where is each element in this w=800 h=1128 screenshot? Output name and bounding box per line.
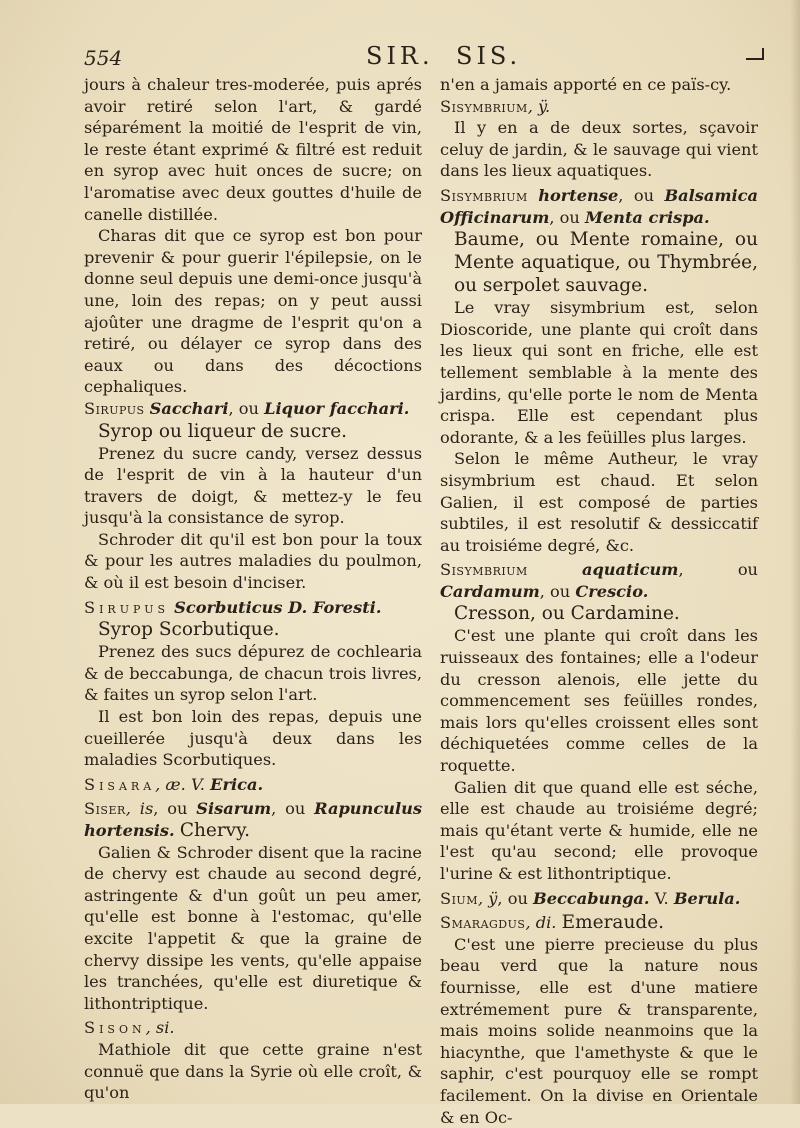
entry-siser (84, 798, 422, 1014)
entry-sirupus-sacchari (84, 398, 422, 594)
paragraph: C'est une pierre precieuse du plus beau verd que la nature nous fournisse, elle est d'une matiere extrémement pure & transparente, mais moins solide neanmoins que la hiacynthe, que l'amethyste & que le saphir, c'est pourquoy elle se rompt facilement. On la divise en Orientale & en Oc- (440, 934, 758, 1127)
headword: Sisymbrium (440, 185, 528, 205)
latin-name: Erica. (210, 774, 264, 794)
latin-name: Cardamum (440, 581, 540, 601)
paragraph: n'en a jamais apporté en ce païs-cy. (440, 75, 732, 94)
running-head-right: SIS. (456, 42, 522, 70)
separator: , ou (228, 398, 259, 418)
paragraph: Mathiole dit que cette graine n'est connuë que dans la Syrie où elle croît, & qu'on (84, 1039, 422, 1103)
latin-name: Rapunculus hortensis. (84, 799, 422, 840)
paragraph: Charas dit que ce syrop est bon pour prevenir & pour guerir l'épilepsie, on le donne seul depuis une demi-once jusqu'à une, loin des repas; on y peut aussi ajoûter une dragme de l'esprit qu'on a retiré, ou délayer ce syrop dans des eaux ou dans des décoctions cephaliques. (84, 226, 422, 397)
french-name: Baume, ou Mente romaine, ou Mente aquatique, ou Thymbrée, ou serpolet sauvage. (454, 229, 758, 297)
paragraph: jours à chaleur tres-moderée, puis aprés avoir retiré selon l'art, & gardé séparément la moitié de l'esprit de vin, le reste étant exprimé & filtré est reduit en syrop avec huit onces de sucre; on l'aromatise avec deux gouttes d'huile de canelle distillée. (84, 75, 422, 224)
cross-reference: V. (649, 888, 669, 908)
page-header (84, 40, 764, 74)
entry-sirupus-scorbuticus (84, 597, 422, 771)
paragraph: Prenez du sucre candy, versez dessus de l'esprit de vin à la hauteur d'un travers de doigt, & mettez-y le feu jusqu'à la consistance de syrop. (84, 443, 422, 528)
headword: Siser (84, 799, 126, 819)
entry-heading (84, 1017, 422, 1039)
grammar-note: , ÿ. (527, 96, 551, 116)
paragraph: Prenez des sucs dépurez de cochlearia & de beccabunga, de chacun trois livres, & faites un syrop selon l'art. (84, 642, 422, 705)
entry-sisymbrium-hortense (440, 185, 758, 556)
separator: , ou (271, 799, 306, 819)
grammar-note: , ÿ (477, 888, 498, 908)
entry-heading (84, 398, 422, 420)
separator: , ou (549, 207, 580, 227)
headword: Sirupus (84, 398, 145, 418)
headword: Sisymbrium (440, 560, 528, 580)
page-number: 554 (84, 46, 123, 70)
entry-sium (440, 888, 758, 910)
latin-name: Crescio. (575, 581, 649, 601)
paragraph: Il y en a de deux sortes, sçavoir celuy de jardin, & le sauvage qui vient dans les lieux aquatiques. (440, 118, 758, 181)
cross-reference: , æ. V. (155, 774, 205, 794)
separator: , ou (497, 888, 528, 908)
grammar-note: , di. (525, 913, 557, 933)
latin-name: hortense (538, 185, 619, 205)
paragraph: Selon le même Autheur, le vray sisymbrium est chaud. Et selon Galien, il est composé de parties subtiles, il est resolutif & dessiccatif au troisiéme degré, &c. (440, 449, 758, 555)
entry-heading (440, 559, 758, 602)
entry-sisara (84, 774, 422, 796)
entry-heading (84, 798, 422, 841)
latin-name: Beccabunga. (533, 888, 650, 908)
headword: Sirupus (84, 597, 170, 617)
entry-heading (440, 185, 758, 228)
french-name: Syrop Scorbutique. (98, 619, 280, 641)
entry-sisymbrium-aquaticum (440, 559, 758, 884)
entry-heading (440, 912, 758, 934)
headword: Smaragdus (440, 913, 526, 933)
right-column (440, 74, 758, 1128)
latin-name: Menta crispa. (584, 207, 710, 227)
entry-heading (84, 597, 422, 619)
entry-smaragdus (440, 912, 758, 1128)
latin-name: Balsamica Officinarum (440, 185, 758, 227)
french-name: Syrop ou liqueur de sucre. (98, 420, 348, 442)
latin-name: aquaticum (581, 560, 679, 580)
paragraph: Schroder dit qu'il est bon pour la toux & pour les autres maladies du poulmon, & où il est besoin d'inciser. (84, 529, 422, 593)
headword: Sisara (84, 774, 156, 794)
paragraph: Galien dit que quand elle est séche, elle est chaude au troisiéme degré; mais qu'étant verte & humide, elle ne l'est qu'au second; elle provoque l'urine & est lithontriptique. (440, 777, 758, 883)
latin-name: Berula. (673, 888, 741, 908)
grammar-note: , si. (145, 1018, 175, 1038)
french-name: Cresson, ou Cardamine. (454, 603, 680, 625)
entry-heading (440, 96, 758, 118)
french-name: Emeraude. (561, 912, 665, 934)
headword: Sisymbrium (440, 96, 528, 116)
running-head-left: SIR. (366, 42, 434, 70)
paragraph: C'est une plante qui croît dans les ruisseaux des fontaines; elle a l'odeur du cresson alenois, elle jette du commencement ses feüilles rondes, mais lors qu'elles croissent elles sont déchiquetées comme celles de la roquette. (440, 626, 758, 776)
grammar-note: , is (125, 799, 154, 819)
paragraph: Le vray sisymbrium est, selon Dioscoride, une plante qui croît dans les lieux qui sont en friche, elle est tellement semblable à la mente des jardins, qu'elle porte le nom de Menta crispa. Elle est cependant plus odorante, & a les feüilles plus larges. (440, 298, 758, 447)
separator: , ou (153, 799, 188, 819)
separator: , ou (539, 581, 571, 601)
paper-edge-shadow (790, 0, 800, 1104)
latin-name: Sacchari (149, 398, 229, 418)
corner-mark-icon (746, 48, 764, 60)
separator: , ou (618, 185, 654, 205)
paragraph: Il est bon loin des repas, depuis une cueillerée jusqu'à deux dans les maladies Scorbutiques. (84, 707, 422, 770)
separator: , ou (678, 560, 758, 580)
headword: Sium (440, 888, 478, 908)
latin-name: Liquor facchari. (264, 398, 410, 418)
french-name: Chervy. (179, 820, 251, 841)
entry-sison (84, 1017, 422, 1103)
entry-sisymbrium (440, 96, 758, 182)
latin-name: Sisarum (196, 799, 272, 819)
paragraph: Galien & Schroder disent que la racine de chervy est chaude au second degré, astringente & d'un goût un peu amer, qu'elle est bonne à l'estomac, qu'elle excite l'appetit & que la graine de chervy dissipe les vents, qu'elle appaise les tranchées, qu'elle est diuretique & lithontriptique. (84, 842, 422, 1013)
latin-name: Scorbuticus D. Foresti. (174, 597, 382, 617)
headword: Sison (84, 1018, 146, 1038)
left-column (84, 74, 422, 1104)
